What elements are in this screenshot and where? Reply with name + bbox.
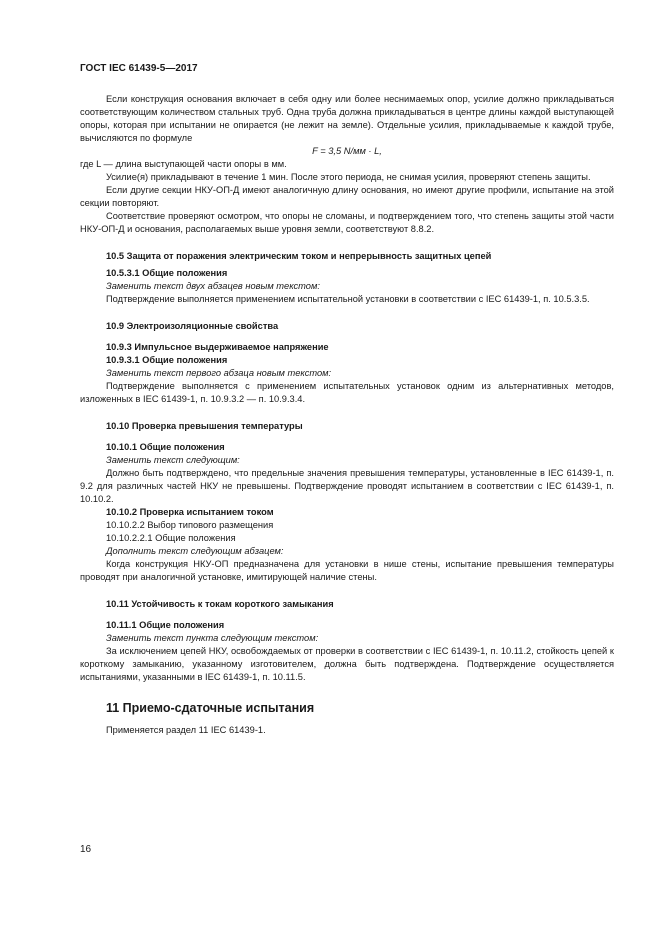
- section-10-5-instruction: Заменить текст двух абзацев новым текстом:: [106, 281, 320, 291]
- section-10-10-2-text: Когда конструкция НКУ-ОП предназначена для установки в нише стены, испытание превышения температуры проводят при аналогичной установке, имитирующей наличие стены.: [80, 559, 614, 582]
- section-10-5-text: Подтверждение выполняется применением испытательной установки в соответствии с IEC 61439-1, п. 10.5.3.5.: [106, 294, 590, 304]
- formula-where: где L — длина выступающей части опоры в мм.: [80, 159, 287, 169]
- formula: F = 3,5 N/мм · L,: [312, 146, 382, 156]
- section-10-10-1-text: Должно быть подтверждено, что предельные значения превышения температуры, установленные в IEC 61439-1, п. 9.2 для различных частей НКУ не превышены. Подтверждение проводят испытанием в соответствии с IEC 61439-1, п. 10.10.2.: [80, 468, 614, 504]
- intro-paragraph-4: Соответствие проверяют осмотром, что опоры не сломаны, и подтверждением того, что степень защиты этой части НКУ-ОП-Д и основания, располагаемых выше уровня земли, соответствуют 8.8.2.: [80, 211, 614, 234]
- section-10-10-2-instruction: Дополнить текст следующим абзацем:: [106, 546, 284, 556]
- section-11-title: 11 Приемо-сдаточные испытания: [106, 701, 315, 715]
- section-10-10-title: 10.10 Проверка превышения температуры: [106, 421, 303, 431]
- intro-paragraph-1: Если конструкция основания включает в себя одну или более неснимаемых опор, усилие должно прикладываться соответствующим количеством стальных труб. Одна труба должна прикладываться в центре длины каждой выступающей опоры, которая при испытании не опирается (не лежит на земле). Отдельные усилия, прикладываемые к каждой трубе, вычисляются по формуле: [80, 94, 614, 143]
- section-10-11-title: 10.11 Устойчивость к токам короткого замыкания: [106, 599, 334, 609]
- section-10-9-text: Подтверждение выполняется с применением испытательных установок одним из альтернативных методов, изложенных в IEC 61439-1, п. 10.9.3.2 — п. 10.9.3.4.: [80, 381, 614, 404]
- section-10-11-text: За исключением цепей НКУ, освобождаемых от проверки в соответствии с IEC 61439-1, п. 10.11.2, стойкость цепей к короткому замыканию, указанному изготовителем, должна быть подтверждена. Подтверждение осуществляется испытаниями, указанными в IEC 61439-1, п. 10.11.5.: [80, 646, 614, 682]
- section-10-9-3-title: 10.9.3 Импульсное выдерживаемое напряжение: [106, 342, 329, 352]
- intro-paragraph-2: Усилие(я) прикладывают в течение 1 мин. После этого периода, не снимая усилия, проверяют степень защиты.: [106, 172, 591, 182]
- section-10-10-2-2-1-item: 10.10.2.2.1 Общие положения: [106, 533, 236, 543]
- section-10-10-1-instruction: Заменить текст следующим:: [106, 455, 240, 465]
- intro-paragraph-3: Если другие секции НКУ-ОП-Д имеют аналогичную длину основания, но имеют другие профили, испытание на этой секции повторяют.: [80, 185, 614, 208]
- section-11-text: Применяется раздел 11 IEC 61439-1.: [106, 725, 266, 735]
- section-10-10-1-title: 10.10.1 Общие положения: [106, 442, 225, 452]
- section-10-5-3-1-title: 10.5.3.1 Общие положения: [106, 268, 228, 278]
- section-10-9-3-1-title: 10.9.3.1 Общие положения: [106, 355, 228, 365]
- section-10-11-instruction: Заменить текст пункта следующим текстом:: [106, 633, 319, 643]
- standard-header: ГОСТ IEC 61439-5—2017: [80, 63, 198, 74]
- section-10-10-2-title: 10.10.2 Проверка испытанием током: [106, 507, 274, 517]
- section-10-10-2-2-item: 10.10.2.2 Выбор типового размещения: [106, 520, 274, 530]
- section-10-9-title: 10.9 Электроизоляционные свойства: [106, 321, 279, 331]
- page-number: 16: [80, 844, 92, 855]
- section-10-11-1-title: 10.11.1 Общие положения: [106, 620, 225, 630]
- section-10-5-title: 10.5 Защита от поражения электрическим током и непрерывность защитных цепей: [106, 251, 492, 261]
- section-10-9-instruction: Заменить текст первого абзаца новым текстом:: [106, 368, 332, 378]
- document-body: [80, 93, 614, 737]
